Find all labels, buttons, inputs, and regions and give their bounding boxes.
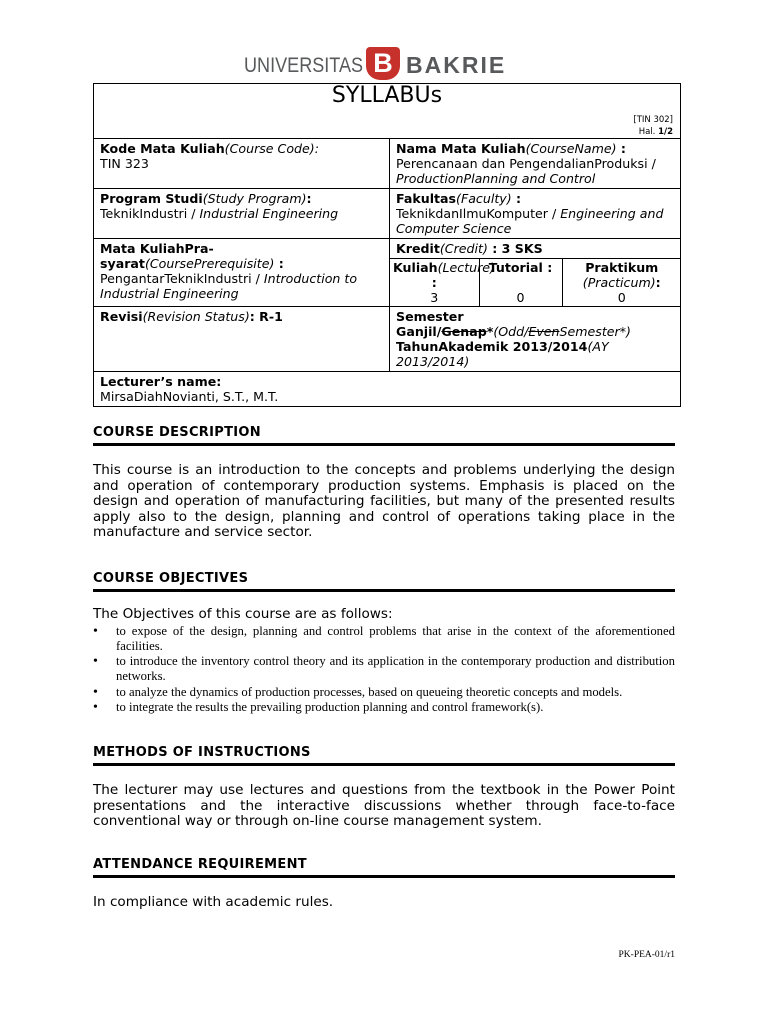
- semester-label: Semester: [396, 309, 464, 324]
- page-label: Hal.: [638, 127, 659, 137]
- revision-label-en: (Revision Status): [142, 309, 250, 324]
- course-code-value: TIN 323: [100, 156, 149, 171]
- semester-slash: /: [436, 324, 442, 339]
- course-name-cell: [390, 139, 681, 189]
- lecture-label: Kuliah: [393, 260, 438, 275]
- lecture-value: 3: [430, 290, 439, 305]
- course-description-heading: COURSE DESCRIPTION: [93, 425, 675, 446]
- credit-label-en: (Credit): [439, 241, 488, 256]
- program-colon: :: [306, 191, 312, 206]
- logo-text-bakrie: BAKRIE: [406, 52, 507, 78]
- practicum-cell: [562, 259, 681, 306]
- syllabus-header-table: [93, 83, 681, 407]
- tutorial-cell: [479, 259, 562, 306]
- prereq-value-id: PengantarTeknikIndustri /: [100, 271, 264, 286]
- prereq-label: Mata KuliahPra-syarat: [100, 241, 214, 271]
- list-item: • to introduce the inventory control theory and its application in the contemporary production and distribution networks.: [93, 654, 675, 685]
- document-code-ref: [633, 114, 673, 138]
- program-value-id: TeknikIndustri /: [100, 206, 200, 221]
- tutorial-value: 0: [516, 290, 525, 305]
- faculty-cell: [390, 189, 681, 239]
- tutorial-label: Tutorial :: [488, 260, 553, 275]
- course-description-section: [93, 425, 675, 541]
- program-label: Program Studi: [100, 191, 203, 206]
- attendance-heading: ATTENDANCE REQUIREMENT: [93, 857, 675, 878]
- faculty-colon: :: [511, 191, 522, 206]
- syllabus-title: SYLLABUs: [331, 83, 443, 108]
- logo-text-universitas: UNIVERSITAS: [244, 54, 364, 77]
- methods-text: The lecturer may use lectures and questions from the textbook in the Power Point presentations and the interactive discussions whether through face-to-face conventional way or through on-line course management system.: [93, 782, 675, 829]
- lecture-colon: :: [431, 275, 437, 290]
- semester-cell: [390, 307, 681, 372]
- program-label-en: (Study Program): [202, 191, 307, 206]
- attendance-text: In compliance with academic rules.: [93, 894, 334, 910]
- faculty-value-id: TeknikdanIlmuKomputer /: [396, 206, 561, 221]
- lecture-label-en: (Lecture): [437, 260, 495, 275]
- academic-year-label: TahunAkademik 2013/2014: [396, 339, 588, 354]
- attendance-section: [93, 857, 675, 911]
- practicum-value: 0: [617, 290, 626, 305]
- course-objectives-heading: COURSE OBJECTIVES: [93, 571, 675, 592]
- list-item: • to integrate the results the prevailing production planning and control framework(s).: [93, 700, 675, 715]
- credit-value: : 3 SKS: [487, 241, 543, 256]
- program-value-en: Industrial Engineering: [199, 206, 339, 221]
- page-value: 1/2: [658, 127, 673, 137]
- program-cell: [94, 189, 390, 239]
- course-name-value-en: ProductionPlanning and Control: [396, 171, 596, 186]
- course-name-label: Nama Mata Kuliah: [396, 141, 526, 156]
- university-logo: [0, 47, 768, 83]
- methods-section: [93, 745, 675, 830]
- credit-row: [390, 239, 680, 259]
- faculty-value-en: Engineering and Computer Science: [396, 206, 664, 236]
- faculty-label: Fakultas: [396, 191, 457, 206]
- credit-breakdown: [390, 259, 681, 306]
- title-cell: [94, 84, 681, 139]
- page-indicator: [633, 126, 673, 138]
- prereq-label-en: (CoursePrerequisite): [144, 256, 275, 271]
- semester-ganjil: Ganjil: [396, 324, 437, 339]
- revision-cell: [94, 307, 390, 372]
- credit-label: Kredit: [396, 241, 440, 256]
- semester-en-even: Even: [528, 324, 560, 339]
- objectives-intro: The Objectives of this course are as follows:: [93, 606, 393, 622]
- course-code-label-en: (Course Code):: [224, 141, 319, 156]
- academic-year-en: (AY 2013/2014): [396, 339, 609, 369]
- logo-mark-icon: B: [366, 47, 400, 80]
- revision-label: Revisi: [100, 309, 143, 324]
- list-item: • to expose of the design, planning and control problems that arise in the context of the aforementioned facilities.: [93, 624, 675, 655]
- lecturer-value: MirsaDiahNovianti, S.T., M.T.: [100, 389, 279, 404]
- course-name-value-id: Perencanaan dan PengendalianProduksi /: [396, 156, 656, 171]
- course-objectives-section: [93, 571, 675, 715]
- practicum-label: Praktikum: [585, 260, 659, 275]
- practicum-colon: :: [655, 275, 661, 290]
- list-item: • to analyze the dynamics of production processes, based on queueing theoretic concepts and models.: [93, 685, 675, 700]
- credit-cell: [390, 239, 681, 307]
- revision-value: : R-1: [249, 309, 283, 324]
- footer-code: PK-PEA-01/r1: [618, 950, 675, 960]
- semester-genap: Genap: [441, 324, 487, 339]
- course-description-text: This course is an introduction to the concepts and problems underlying the design and operation of contemporary production systems. Emphasis is placed on the design and operation of manufacturing facilities, but many of the presented results apply also to the design, planning and control of operations taking place in the manufacture and service sector.: [93, 462, 675, 540]
- semester-en-2: Semester*): [559, 324, 631, 339]
- objectives-list: [93, 624, 675, 716]
- course-code-label: Kode Mata Kuliah: [100, 141, 225, 156]
- lecture-cell: [390, 259, 495, 306]
- course-name-label-en: (CourseName): [525, 141, 617, 156]
- semester-en-1: (Odd/: [493, 324, 529, 339]
- code-ref-value: [TIN 302]: [633, 115, 673, 125]
- faculty-label-en: (Faculty): [456, 191, 512, 206]
- course-name-colon: :: [616, 141, 626, 156]
- lecturer-label: Lecturer’s name:: [100, 374, 222, 389]
- prereq-value-en: Introduction to Industrial Engineering: [100, 271, 358, 301]
- practicum-label-en: (Practicum): [582, 275, 656, 290]
- course-code-cell: [94, 139, 390, 189]
- semester-star: *: [486, 324, 494, 339]
- prerequisite-cell: [94, 239, 390, 307]
- methods-heading: METHODS OF INSTRUCTIONS: [93, 745, 675, 766]
- prereq-colon: :: [274, 256, 284, 271]
- lecturer-cell: [94, 372, 681, 407]
